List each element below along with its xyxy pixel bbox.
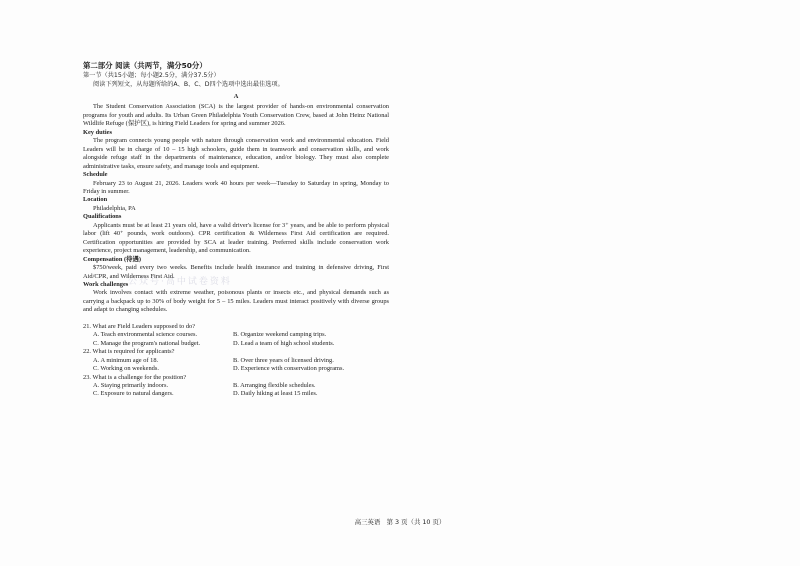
- passage-intro: The Student Conservation Association (SCA) is the largest provider of hands-on environmental conservation programs for youth and adults. Its Urban Green Philadelphia Youth Conservation Crew, based at John Heinz National Wildlife Refuge (保护区), is hiring Field Leaders for spring and summer 2026.: [83, 103, 389, 128]
- section-heading: Compensation (待遇): [83, 255, 142, 263]
- option-a: A. A minimum age of 18.: [93, 356, 159, 364]
- question-stem: 22. What is required for applicants?: [83, 348, 175, 356]
- page-footer: 高三英语 第 3 页（共 10 页）: [354, 518, 446, 526]
- passage-section-schedule: [83, 171, 389, 196]
- question-list: [83, 323, 389, 399]
- section-text: The program connects young people with nature through conservation work and environmental education. Field Leaders will be in charge of 10 – 15 high schoolers, guide them in teamwork and conservation skills, and work alongside refuge staff in the departments of maintenance, education, and/or biology. They must also complete administrative tasks, ensure safety, and manage tools and equipment.: [83, 137, 389, 170]
- question-stem: 21. What are Field Leaders supposed to do?: [83, 322, 196, 330]
- section-text: Applicants must be at least 21 years old, have a valid driver's license for 3⁺ years, and be able to perform physical labor (lift 40⁺ pounds, work outdoors). CPR certification & Wilderness First Aid certification are required. Certification opportunities are provided by SCA at leader training. Preferred skills include conservation work experience, project management, leadership, and communication.: [83, 221, 389, 255]
- option-d: D. Experience with conservation programs.: [233, 365, 345, 373]
- section-heading: Schedule: [83, 171, 108, 179]
- option-b: B. Over three years of licensed driving.: [233, 356, 334, 364]
- part-title: 第二部分 阅读（共两节，满分50分）: [83, 61, 207, 70]
- section-text: February 23 to August 21, 2026. Leaders work 40 hours per week—Tuesday to Saturday in spring, Monday to Friday in summer.: [83, 179, 389, 195]
- passage-section-location: [83, 196, 389, 213]
- option-a: A. Staying primarily indoors.: [93, 381, 169, 389]
- option-c: C. Working on weekends.: [93, 365, 159, 373]
- option-c: C. Exposure to natural dangers.: [93, 390, 174, 398]
- passage-section-work-challenges: [83, 281, 389, 315]
- passage-section-qualifications: [83, 213, 389, 255]
- watermark: 公众号·高中试卷资料: [128, 277, 232, 287]
- question-21: [83, 323, 389, 348]
- section-title: 第一节（共15小题；每小题2.5分，满分37.5分）: [83, 72, 220, 79]
- passage-section-key-duties: [83, 129, 389, 171]
- section-heading: Qualifications: [83, 213, 122, 221]
- question-stem: 23. What is a challenge for the position?: [83, 373, 187, 381]
- question-options: [83, 382, 389, 399]
- question-options: [83, 331, 389, 348]
- section-heading: Key duties: [83, 128, 112, 136]
- reading-section: [83, 60, 389, 399]
- section-heading: Work challenges: [83, 280, 129, 288]
- option-d: D. Lead a team of high school students.: [233, 339, 335, 347]
- section-heading: Location: [83, 196, 108, 204]
- question-23: [83, 374, 389, 399]
- section-text: Philadelphia, PA: [93, 204, 136, 212]
- question-22: [83, 348, 389, 373]
- instruction: 阅读下列短文，从每题所给的A、B、C、D四个选项中选出最佳选项。: [93, 81, 284, 88]
- option-d: D. Daily hiking at least 15 miles.: [233, 390, 318, 398]
- passage-letter: A: [233, 93, 239, 100]
- section-text: $750/week, paid every two weeks. Benefits include health insurance and training in defensive driving, First Aid/CPR, and Wilderness First Aid.: [83, 264, 389, 280]
- passage-section-compensation: [83, 256, 389, 281]
- option-b: B. Organize weekend camping trips.: [233, 331, 327, 339]
- option-c: C. Manage the program's national budget.: [93, 339, 201, 347]
- question-options: [83, 357, 389, 374]
- section-text: Work involves contact with extreme weather, poisonous plants or insects etc., and physical demands such as carrying a backpack up to 30% of body weight for 5 – 15 miles. Leaders must interact positively with diverse groups and adapt to changing schedules.: [83, 289, 389, 314]
- option-a: A. Teach environmental science courses.: [93, 331, 198, 339]
- option-b: B. Arranging flexible schedules.: [233, 381, 316, 389]
